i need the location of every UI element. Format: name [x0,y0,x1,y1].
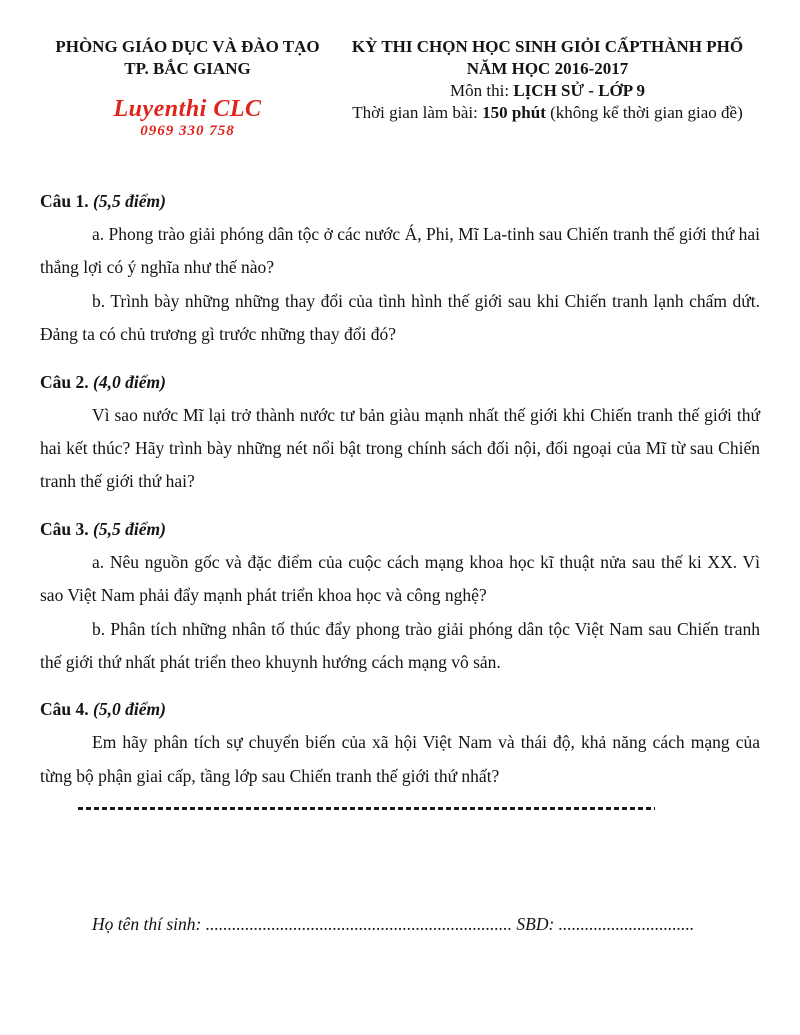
exam-title-block [335,36,760,124]
candidate-name-dotted-line: ...................................................................... [205,914,512,935]
candidate-name-label: Họ tên thí sinh: [92,914,206,935]
issuing-org-block [40,36,335,139]
question-1-paragraph-b: b. Trình bày những những thay đổi của tình hình thế giới sau khi Chiến tranh lạnh chấm dứt. Đảng ta có chủ trương gì trước những thay đổi đó? [40,290,760,345]
logo-phone-number: 0969 330 758 [140,122,235,139]
exam-title-line1: KỲ THI CHỌN HỌC SINH GIỎI CẤPTHÀNH PHỐ [351,37,744,56]
question-2-heading [40,366,760,399]
duration-line [335,102,760,124]
issuing-org-name: PHÒNG GIÁO DỤC VÀ ĐÀO TẠO [55,37,320,56]
questions-list [40,185,760,793]
luyenthi-clc-logo [40,97,335,139]
question-2-label: Câu 2. [40,371,89,392]
question-1-paragraph-a: a. Phong trào giải phóng dân tộc ở các nước Á, Phi, Mĩ La-tinh sau Chiến tranh thế giới thứ hai thắng lợi có ý nghĩa như thế nào? [40,223,760,278]
question-1-points: (5,5 điểm) [93,190,166,211]
question-1-heading [40,185,760,218]
subject-prefix: Môn thi: [450,81,514,101]
document-header [40,36,760,139]
subject-name: LỊCH SỬ - LỚP 9 [513,81,645,101]
question-4 [40,693,760,793]
question-3-paragraph-b: b. Phân tích những nhân tố thúc đẩy phong trào giải phóng dân tộc Việt Nam sau Chiến tranh thế giới thứ nhất phát triển theo khuynh hướng cách mạng vô sản. [40,618,760,672]
candidate-info-line [92,914,760,935]
question-3-paragraph-a: a. Nêu nguồn gốc và đặc điểm của cuộc cách mạng khoa học kĩ thuật nửa sau thế ki XX. Vì sao Việt Nam phải đẩy mạnh phát triển khoa học và công nghệ? [40,551,760,606]
subject-line [335,80,760,102]
exam-title-line2: NĂM HỌC 2016-2017 [466,59,629,79]
question-2-points: (4,0 điểm) [93,371,166,392]
duration-suffix: (không kể thời gian giao đề) [545,103,743,123]
question-4-label: Câu 4. [40,699,89,720]
question-1 [40,185,760,352]
logo-text: Luyenthi CLC [113,95,262,122]
question-3-label: Câu 3. [40,518,89,539]
question-4-heading [40,693,760,726]
question-1-label: Câu 1. [40,190,89,211]
question-4-points: (5,0 điểm) [93,699,166,720]
question-4-paragraph: Em hãy phân tích sự chuyển biến của xã hội Việt Nam và thái độ, khả năng cách mạng của từng bộ phận giai cấp, tầng lớp sau Chiến tranh thế giới thứ nhất? [40,732,760,786]
duration-value: 150 phút [482,103,546,123]
duration-prefix: Thời gian làm bài: [352,103,483,123]
sbd-label: SBD: [512,914,559,935]
question-3-heading [40,513,760,546]
question-2 [40,366,760,499]
dashed-separator [78,807,655,810]
question-3-points: (5,5 điểm) [93,518,166,539]
sbd-dotted-line: ............................... [558,914,695,935]
issuing-org-city: TP. BẮC GIANG [124,59,251,79]
question-2-paragraph: Vì sao nước Mĩ lại trở thành nước tư bản giàu mạnh nhất thế giới khi Chiến tranh thế giới thứ hai kết thúc? Hãy trình bày những nét nổi bật trong chính sách đối nội, đối ngoại của Mĩ từ sau Chiến tranh thế giới thứ hai? [40,404,760,492]
question-3 [40,513,760,680]
